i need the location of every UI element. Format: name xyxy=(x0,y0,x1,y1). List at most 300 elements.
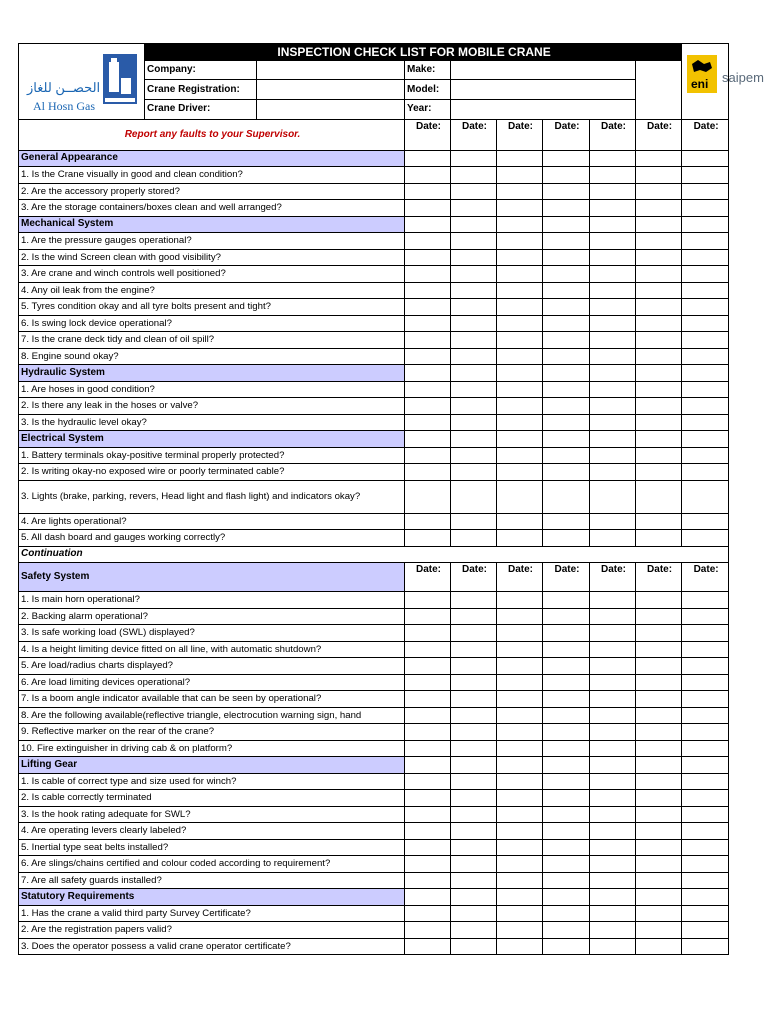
check-cell[interactable] xyxy=(682,216,729,233)
check-cell[interactable] xyxy=(451,922,497,939)
check-cell[interactable] xyxy=(451,806,497,823)
check-cell[interactable] xyxy=(497,872,543,889)
check-cell[interactable] xyxy=(405,757,451,774)
check-cell[interactable] xyxy=(636,233,682,250)
check-cell[interactable] xyxy=(636,249,682,266)
check-cell[interactable] xyxy=(590,315,636,332)
check-cell[interactable] xyxy=(543,183,590,200)
check-cell[interactable] xyxy=(451,233,497,250)
check-cell[interactable] xyxy=(543,348,590,365)
check-cell[interactable] xyxy=(682,332,729,349)
check-cell[interactable] xyxy=(497,707,543,724)
check-cell[interactable] xyxy=(451,674,497,691)
check-cell[interactable] xyxy=(405,299,451,316)
check-cell[interactable] xyxy=(543,592,590,609)
check-cell[interactable] xyxy=(543,872,590,889)
check-cell[interactable] xyxy=(590,823,636,840)
check-cell[interactable] xyxy=(590,592,636,609)
check-cell[interactable] xyxy=(451,691,497,708)
check-cell[interactable] xyxy=(451,150,497,167)
check-cell[interactable] xyxy=(497,773,543,790)
check-cell[interactable] xyxy=(590,724,636,741)
check-cell[interactable] xyxy=(590,167,636,184)
check-cell[interactable] xyxy=(405,658,451,675)
company-field[interactable] xyxy=(257,60,405,80)
check-cell[interactable] xyxy=(405,167,451,184)
check-cell[interactable] xyxy=(405,806,451,823)
check-cell[interactable] xyxy=(636,790,682,807)
check-cell[interactable] xyxy=(451,381,497,398)
check-cell[interactable] xyxy=(636,513,682,530)
check-cell[interactable] xyxy=(405,447,451,464)
check-cell[interactable] xyxy=(451,480,497,513)
check-cell[interactable] xyxy=(682,200,729,217)
check-cell[interactable] xyxy=(682,414,729,431)
check-cell[interactable] xyxy=(682,249,729,266)
check-cell[interactable] xyxy=(451,398,497,415)
check-cell[interactable] xyxy=(451,315,497,332)
check-cell[interactable] xyxy=(636,839,682,856)
check-cell[interactable] xyxy=(682,823,729,840)
check-cell[interactable] xyxy=(451,724,497,741)
check-cell[interactable] xyxy=(451,823,497,840)
check-cell[interactable] xyxy=(497,464,543,481)
check-cell[interactable] xyxy=(497,216,543,233)
check-cell[interactable] xyxy=(636,641,682,658)
check-cell[interactable] xyxy=(543,922,590,939)
check-cell[interactable] xyxy=(682,167,729,184)
check-cell[interactable] xyxy=(543,889,590,906)
check-cell[interactable] xyxy=(451,872,497,889)
check-cell[interactable] xyxy=(590,282,636,299)
check-cell[interactable] xyxy=(682,856,729,873)
check-cell[interactable] xyxy=(497,249,543,266)
check-cell[interactable] xyxy=(451,348,497,365)
check-cell[interactable] xyxy=(451,625,497,642)
check-cell[interactable] xyxy=(636,464,682,481)
check-cell[interactable] xyxy=(636,530,682,547)
check-cell[interactable] xyxy=(682,707,729,724)
check-cell[interactable] xyxy=(405,348,451,365)
check-cell[interactable] xyxy=(405,216,451,233)
check-cell[interactable] xyxy=(497,167,543,184)
check-cell[interactable] xyxy=(590,707,636,724)
check-cell[interactable] xyxy=(497,691,543,708)
check-cell[interactable] xyxy=(636,381,682,398)
check-cell[interactable] xyxy=(636,447,682,464)
check-cell[interactable] xyxy=(497,905,543,922)
check-cell[interactable] xyxy=(497,608,543,625)
check-cell[interactable] xyxy=(497,315,543,332)
check-cell[interactable] xyxy=(636,365,682,382)
check-cell[interactable] xyxy=(590,740,636,757)
check-cell[interactable] xyxy=(451,790,497,807)
check-cell[interactable] xyxy=(590,773,636,790)
check-cell[interactable] xyxy=(590,464,636,481)
check-cell[interactable] xyxy=(405,592,451,609)
check-cell[interactable] xyxy=(682,658,729,675)
check-cell[interactable] xyxy=(590,183,636,200)
check-cell[interactable] xyxy=(682,464,729,481)
check-cell[interactable] xyxy=(497,200,543,217)
check-cell[interactable] xyxy=(405,922,451,939)
check-cell[interactable] xyxy=(451,592,497,609)
check-cell[interactable] xyxy=(451,938,497,955)
check-cell[interactable] xyxy=(636,414,682,431)
check-cell[interactable] xyxy=(590,431,636,448)
check-cell[interactable] xyxy=(636,691,682,708)
check-cell[interactable] xyxy=(405,183,451,200)
check-cell[interactable] xyxy=(451,299,497,316)
check-cell[interactable] xyxy=(405,856,451,873)
check-cell[interactable] xyxy=(682,233,729,250)
check-cell[interactable] xyxy=(451,608,497,625)
check-cell[interactable] xyxy=(543,249,590,266)
check-cell[interactable] xyxy=(543,856,590,873)
check-cell[interactable] xyxy=(497,938,543,955)
check-cell[interactable] xyxy=(590,266,636,283)
check-cell[interactable] xyxy=(636,658,682,675)
check-cell[interactable] xyxy=(636,216,682,233)
check-cell[interactable] xyxy=(451,266,497,283)
check-cell[interactable] xyxy=(451,773,497,790)
check-cell[interactable] xyxy=(405,150,451,167)
check-cell[interactable] xyxy=(682,398,729,415)
check-cell[interactable] xyxy=(590,348,636,365)
check-cell[interactable] xyxy=(636,592,682,609)
check-cell[interactable] xyxy=(405,332,451,349)
check-cell[interactable] xyxy=(682,938,729,955)
check-cell[interactable] xyxy=(497,592,543,609)
check-cell[interactable] xyxy=(590,150,636,167)
check-cell[interactable] xyxy=(636,266,682,283)
check-cell[interactable] xyxy=(682,183,729,200)
check-cell[interactable] xyxy=(497,431,543,448)
check-cell[interactable] xyxy=(497,839,543,856)
check-cell[interactable] xyxy=(497,823,543,840)
check-cell[interactable] xyxy=(543,724,590,741)
check-cell[interactable] xyxy=(682,691,729,708)
check-cell[interactable] xyxy=(590,414,636,431)
check-cell[interactable] xyxy=(636,773,682,790)
check-cell[interactable] xyxy=(636,625,682,642)
check-cell[interactable] xyxy=(451,365,497,382)
check-cell[interactable] xyxy=(497,266,543,283)
check-cell[interactable] xyxy=(543,757,590,774)
check-cell[interactable] xyxy=(682,773,729,790)
check-cell[interactable] xyxy=(543,365,590,382)
check-cell[interactable] xyxy=(590,856,636,873)
check-cell[interactable] xyxy=(590,938,636,955)
check-cell[interactable] xyxy=(451,332,497,349)
check-cell[interactable] xyxy=(682,447,729,464)
check-cell[interactable] xyxy=(682,889,729,906)
check-cell[interactable] xyxy=(451,658,497,675)
check-cell[interactable] xyxy=(590,839,636,856)
check-cell[interactable] xyxy=(682,806,729,823)
check-cell[interactable] xyxy=(405,724,451,741)
check-cell[interactable] xyxy=(636,922,682,939)
check-cell[interactable] xyxy=(636,332,682,349)
check-cell[interactable] xyxy=(543,905,590,922)
check-cell[interactable] xyxy=(590,806,636,823)
check-cell[interactable] xyxy=(682,905,729,922)
check-cell[interactable] xyxy=(636,707,682,724)
check-cell[interactable] xyxy=(590,447,636,464)
make-field[interactable] xyxy=(451,60,636,80)
check-cell[interactable] xyxy=(590,381,636,398)
check-cell[interactable] xyxy=(636,724,682,741)
check-cell[interactable] xyxy=(497,183,543,200)
check-cell[interactable] xyxy=(636,431,682,448)
check-cell[interactable] xyxy=(451,414,497,431)
check-cell[interactable] xyxy=(590,513,636,530)
check-cell[interactable] xyxy=(451,447,497,464)
check-cell[interactable] xyxy=(636,889,682,906)
check-cell[interactable] xyxy=(497,625,543,642)
check-cell[interactable] xyxy=(636,823,682,840)
check-cell[interactable] xyxy=(405,691,451,708)
check-cell[interactable] xyxy=(590,299,636,316)
check-cell[interactable] xyxy=(682,839,729,856)
check-cell[interactable] xyxy=(590,790,636,807)
check-cell[interactable] xyxy=(405,249,451,266)
check-cell[interactable] xyxy=(682,641,729,658)
year-field[interactable] xyxy=(451,99,636,119)
check-cell[interactable] xyxy=(590,889,636,906)
check-cell[interactable] xyxy=(451,282,497,299)
check-cell[interactable] xyxy=(497,233,543,250)
check-cell[interactable] xyxy=(405,608,451,625)
check-cell[interactable] xyxy=(451,641,497,658)
check-cell[interactable] xyxy=(543,216,590,233)
check-cell[interactable] xyxy=(590,872,636,889)
check-cell[interactable] xyxy=(451,513,497,530)
check-cell[interactable] xyxy=(405,414,451,431)
check-cell[interactable] xyxy=(451,530,497,547)
check-cell[interactable] xyxy=(405,790,451,807)
check-cell[interactable] xyxy=(682,530,729,547)
check-cell[interactable] xyxy=(451,216,497,233)
check-cell[interactable] xyxy=(590,332,636,349)
check-cell[interactable] xyxy=(590,530,636,547)
check-cell[interactable] xyxy=(405,889,451,906)
check-cell[interactable] xyxy=(543,414,590,431)
check-cell[interactable] xyxy=(590,625,636,642)
check-cell[interactable] xyxy=(497,922,543,939)
check-cell[interactable] xyxy=(497,513,543,530)
check-cell[interactable] xyxy=(682,150,729,167)
check-cell[interactable] xyxy=(636,480,682,513)
check-cell[interactable] xyxy=(590,658,636,675)
check-cell[interactable] xyxy=(682,381,729,398)
check-cell[interactable] xyxy=(543,381,590,398)
check-cell[interactable] xyxy=(590,691,636,708)
check-cell[interactable] xyxy=(682,757,729,774)
check-cell[interactable] xyxy=(543,773,590,790)
check-cell[interactable] xyxy=(497,414,543,431)
check-cell[interactable] xyxy=(451,757,497,774)
check-cell[interactable] xyxy=(543,266,590,283)
check-cell[interactable] xyxy=(405,872,451,889)
model-field[interactable] xyxy=(451,80,636,100)
check-cell[interactable] xyxy=(405,674,451,691)
check-cell[interactable] xyxy=(497,658,543,675)
check-cell[interactable] xyxy=(682,592,729,609)
check-cell[interactable] xyxy=(451,889,497,906)
check-cell[interactable] xyxy=(543,674,590,691)
check-cell[interactable] xyxy=(682,608,729,625)
check-cell[interactable] xyxy=(682,299,729,316)
check-cell[interactable] xyxy=(682,480,729,513)
check-cell[interactable] xyxy=(497,398,543,415)
check-cell[interactable] xyxy=(543,332,590,349)
check-cell[interactable] xyxy=(497,790,543,807)
check-cell[interactable] xyxy=(497,889,543,906)
check-cell[interactable] xyxy=(405,266,451,283)
check-cell[interactable] xyxy=(543,398,590,415)
check-cell[interactable] xyxy=(590,608,636,625)
check-cell[interactable] xyxy=(682,431,729,448)
check-cell[interactable] xyxy=(636,757,682,774)
check-cell[interactable] xyxy=(682,266,729,283)
check-cell[interactable] xyxy=(543,282,590,299)
check-cell[interactable] xyxy=(497,282,543,299)
check-cell[interactable] xyxy=(636,183,682,200)
check-cell[interactable] xyxy=(405,464,451,481)
check-cell[interactable] xyxy=(497,806,543,823)
check-cell[interactable] xyxy=(543,608,590,625)
check-cell[interactable] xyxy=(451,200,497,217)
check-cell[interactable] xyxy=(497,674,543,691)
registration-field[interactable] xyxy=(257,80,405,100)
check-cell[interactable] xyxy=(543,641,590,658)
check-cell[interactable] xyxy=(543,233,590,250)
check-cell[interactable] xyxy=(543,315,590,332)
check-cell[interactable] xyxy=(590,233,636,250)
check-cell[interactable] xyxy=(497,299,543,316)
check-cell[interactable] xyxy=(405,315,451,332)
check-cell[interactable] xyxy=(636,608,682,625)
check-cell[interactable] xyxy=(682,315,729,332)
check-cell[interactable] xyxy=(682,674,729,691)
check-cell[interactable] xyxy=(682,365,729,382)
check-cell[interactable] xyxy=(543,513,590,530)
check-cell[interactable] xyxy=(405,480,451,513)
check-cell[interactable] xyxy=(590,398,636,415)
check-cell[interactable] xyxy=(405,233,451,250)
check-cell[interactable] xyxy=(497,641,543,658)
check-cell[interactable] xyxy=(590,905,636,922)
check-cell[interactable] xyxy=(497,757,543,774)
check-cell[interactable] xyxy=(636,740,682,757)
check-cell[interactable] xyxy=(543,790,590,807)
check-cell[interactable] xyxy=(682,282,729,299)
check-cell[interactable] xyxy=(682,625,729,642)
check-cell[interactable] xyxy=(543,691,590,708)
check-cell[interactable] xyxy=(543,480,590,513)
check-cell[interactable] xyxy=(636,806,682,823)
check-cell[interactable] xyxy=(497,348,543,365)
check-cell[interactable] xyxy=(405,431,451,448)
check-cell[interactable] xyxy=(405,773,451,790)
check-cell[interactable] xyxy=(590,200,636,217)
check-cell[interactable] xyxy=(543,431,590,448)
check-cell[interactable] xyxy=(405,905,451,922)
check-cell[interactable] xyxy=(543,167,590,184)
check-cell[interactable] xyxy=(451,249,497,266)
check-cell[interactable] xyxy=(405,823,451,840)
check-cell[interactable] xyxy=(636,398,682,415)
check-cell[interactable] xyxy=(590,365,636,382)
check-cell[interactable] xyxy=(543,150,590,167)
check-cell[interactable] xyxy=(497,332,543,349)
check-cell[interactable] xyxy=(497,724,543,741)
check-cell[interactable] xyxy=(636,299,682,316)
check-cell[interactable] xyxy=(497,480,543,513)
check-cell[interactable] xyxy=(636,200,682,217)
check-cell[interactable] xyxy=(543,464,590,481)
check-cell[interactable] xyxy=(405,641,451,658)
check-cell[interactable] xyxy=(636,315,682,332)
check-cell[interactable] xyxy=(682,922,729,939)
check-cell[interactable] xyxy=(543,707,590,724)
check-cell[interactable] xyxy=(590,757,636,774)
check-cell[interactable] xyxy=(405,398,451,415)
check-cell[interactable] xyxy=(636,938,682,955)
check-cell[interactable] xyxy=(405,938,451,955)
check-cell[interactable] xyxy=(405,625,451,642)
check-cell[interactable] xyxy=(497,447,543,464)
check-cell[interactable] xyxy=(636,167,682,184)
check-cell[interactable] xyxy=(543,806,590,823)
check-cell[interactable] xyxy=(405,839,451,856)
check-cell[interactable] xyxy=(405,707,451,724)
check-cell[interactable] xyxy=(682,790,729,807)
check-cell[interactable] xyxy=(543,530,590,547)
check-cell[interactable] xyxy=(590,480,636,513)
check-cell[interactable] xyxy=(451,464,497,481)
check-cell[interactable] xyxy=(636,674,682,691)
check-cell[interactable] xyxy=(497,365,543,382)
check-cell[interactable] xyxy=(405,740,451,757)
check-cell[interactable] xyxy=(497,150,543,167)
check-cell[interactable] xyxy=(405,200,451,217)
check-cell[interactable] xyxy=(543,625,590,642)
check-cell[interactable] xyxy=(682,724,729,741)
check-cell[interactable] xyxy=(636,872,682,889)
check-cell[interactable] xyxy=(636,905,682,922)
check-cell[interactable] xyxy=(497,530,543,547)
check-cell[interactable] xyxy=(590,922,636,939)
check-cell[interactable] xyxy=(451,707,497,724)
check-cell[interactable] xyxy=(451,905,497,922)
check-cell[interactable] xyxy=(682,740,729,757)
driver-field[interactable] xyxy=(257,99,405,119)
check-cell[interactable] xyxy=(543,823,590,840)
check-cell[interactable] xyxy=(451,740,497,757)
check-cell[interactable] xyxy=(451,856,497,873)
check-cell[interactable] xyxy=(451,167,497,184)
check-cell[interactable] xyxy=(405,530,451,547)
check-cell[interactable] xyxy=(405,282,451,299)
check-cell[interactable] xyxy=(451,431,497,448)
check-cell[interactable] xyxy=(543,447,590,464)
check-cell[interactable] xyxy=(543,938,590,955)
check-cell[interactable] xyxy=(590,674,636,691)
check-cell[interactable] xyxy=(405,513,451,530)
check-cell[interactable] xyxy=(497,381,543,398)
